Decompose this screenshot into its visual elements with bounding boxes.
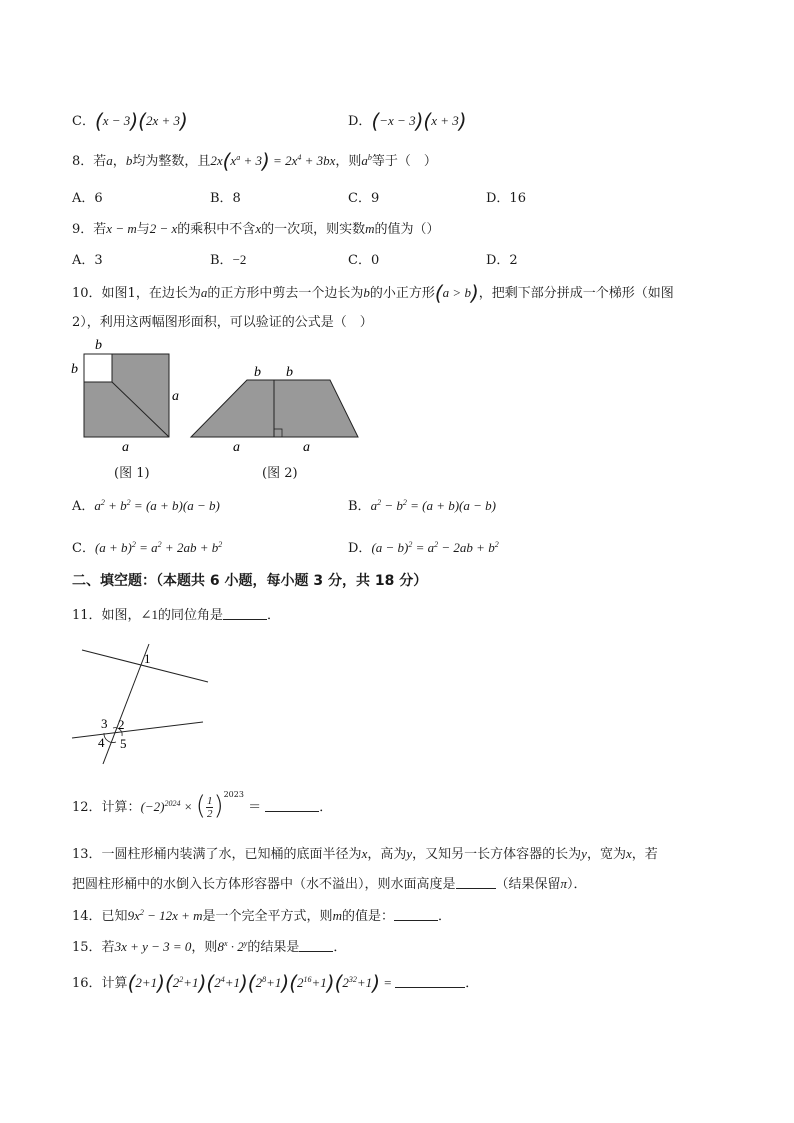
figure-2-trapezoid	[191, 365, 358, 455]
q10-option-a: A．$a^2 + b^2 = (a + b)(a - b)$	[72, 498, 220, 514]
q10-figures	[60, 332, 380, 484]
q10-option-c: C．$(a + b)^2 = a^2 + 2ab + b^2$	[72, 540, 223, 556]
figure-1-caption: (图 1)	[114, 466, 150, 481]
angle-label-1: 1	[144, 651, 151, 666]
q8-option-b: B．8	[210, 191, 241, 206]
question-10-line-1: 10．如图1，在边长为a的正方形中剪去一个边长为b的小正方形(a > b)，把剩下部分拼成一个梯形（如图	[72, 281, 674, 305]
angle-label-2: 2	[118, 717, 125, 732]
svg-text:b: b	[286, 365, 293, 380]
q11-figure	[66, 632, 216, 772]
q9-option-b: B．−2	[210, 252, 247, 268]
question-10-line-2: 2），利用这两幅图形面积，可以验证的公式是（ ）	[72, 315, 373, 330]
angle-label-4: 4	[98, 735, 105, 750]
svg-text:b: b	[71, 362, 78, 377]
question-13-line-1: 13．一圆柱形桶内装满了水，已知桶的底面半径为x，高为y，又知另一长方体容器的长为y，宽为x，若	[72, 846, 658, 862]
svg-text:b: b	[254, 365, 261, 380]
section-2-title: 二、填空题：（本题共 6 小题，每小题 3 分，共 18 分）	[72, 573, 428, 589]
answer-blank	[395, 975, 465, 988]
question-14: 14．已知$9x^2 - 12x + m$是一个完全平方式，则m的值是： ．	[72, 908, 451, 924]
q8-option-d: D．16	[486, 191, 526, 206]
question-13-line-2: 把圆柱形桶中的水倒入长方体形容器中（水不溢出），则水面高度是 （结果保留π）．	[72, 876, 587, 892]
answer-blank	[223, 607, 267, 620]
svg-text:a: a	[172, 389, 179, 404]
answer-blank	[394, 908, 438, 921]
question-9: 9．若x − m与2 − x的乘积中不含x的一次项，则实数m的值为（）	[72, 221, 440, 237]
question-8: 8．若a，b均为整数，且$2x(x^a + 3) = 2x^4 + 3bx$，则$a^b$等于（ ）	[72, 149, 437, 173]
angle-label-3: 3	[101, 716, 108, 731]
question-12: 12．计算：$(-2)^{2024}$ × ( $\frac{1}{2}$ )$^{2023}$ ＝ ．	[72, 790, 333, 821]
angle-label-5: 5	[120, 736, 127, 751]
answer-blank	[456, 876, 496, 889]
question-16: 16．计算$(2+1)(2^2+1)(2^4+1)(2^8+1)(2^{16}+1)(2^{32}+1)$ = ．	[72, 971, 479, 995]
q7-option-d: D．(−x − 3)(x + 3)	[348, 109, 467, 133]
q9-option-c: C．0	[348, 253, 380, 268]
q8-option-a: A．6	[72, 191, 103, 206]
question-15: 15．若3x + y − 3 = 0，则$8^x \cdot 2^y$的结果是 ．	[72, 939, 347, 955]
q7-option-c: C．(x − 3)(2x + 3)	[72, 109, 188, 133]
q10-option-b: B．$a^2 - b^2 = (a + b)(a - b)$	[348, 498, 496, 514]
q9-option-a: A．3	[72, 253, 103, 268]
figure-1-square	[71, 338, 179, 455]
question-11: 11．如图，∠1的同位角是 ．	[72, 607, 280, 623]
answer-blank	[265, 799, 319, 812]
svg-text:a: a	[122, 440, 129, 455]
q8-option-c: C．9	[348, 191, 380, 206]
answer-blank	[299, 939, 333, 952]
svg-text:a: a	[233, 440, 240, 455]
svg-text:a: a	[303, 440, 310, 455]
q9-option-d: D．2	[486, 253, 518, 268]
figure-2-caption: (图 2)	[262, 466, 298, 481]
svg-text:b: b	[95, 338, 102, 353]
q10-option-d: D．$(a - b)^2 = a^2 - 2ab + b^2$	[348, 540, 499, 556]
